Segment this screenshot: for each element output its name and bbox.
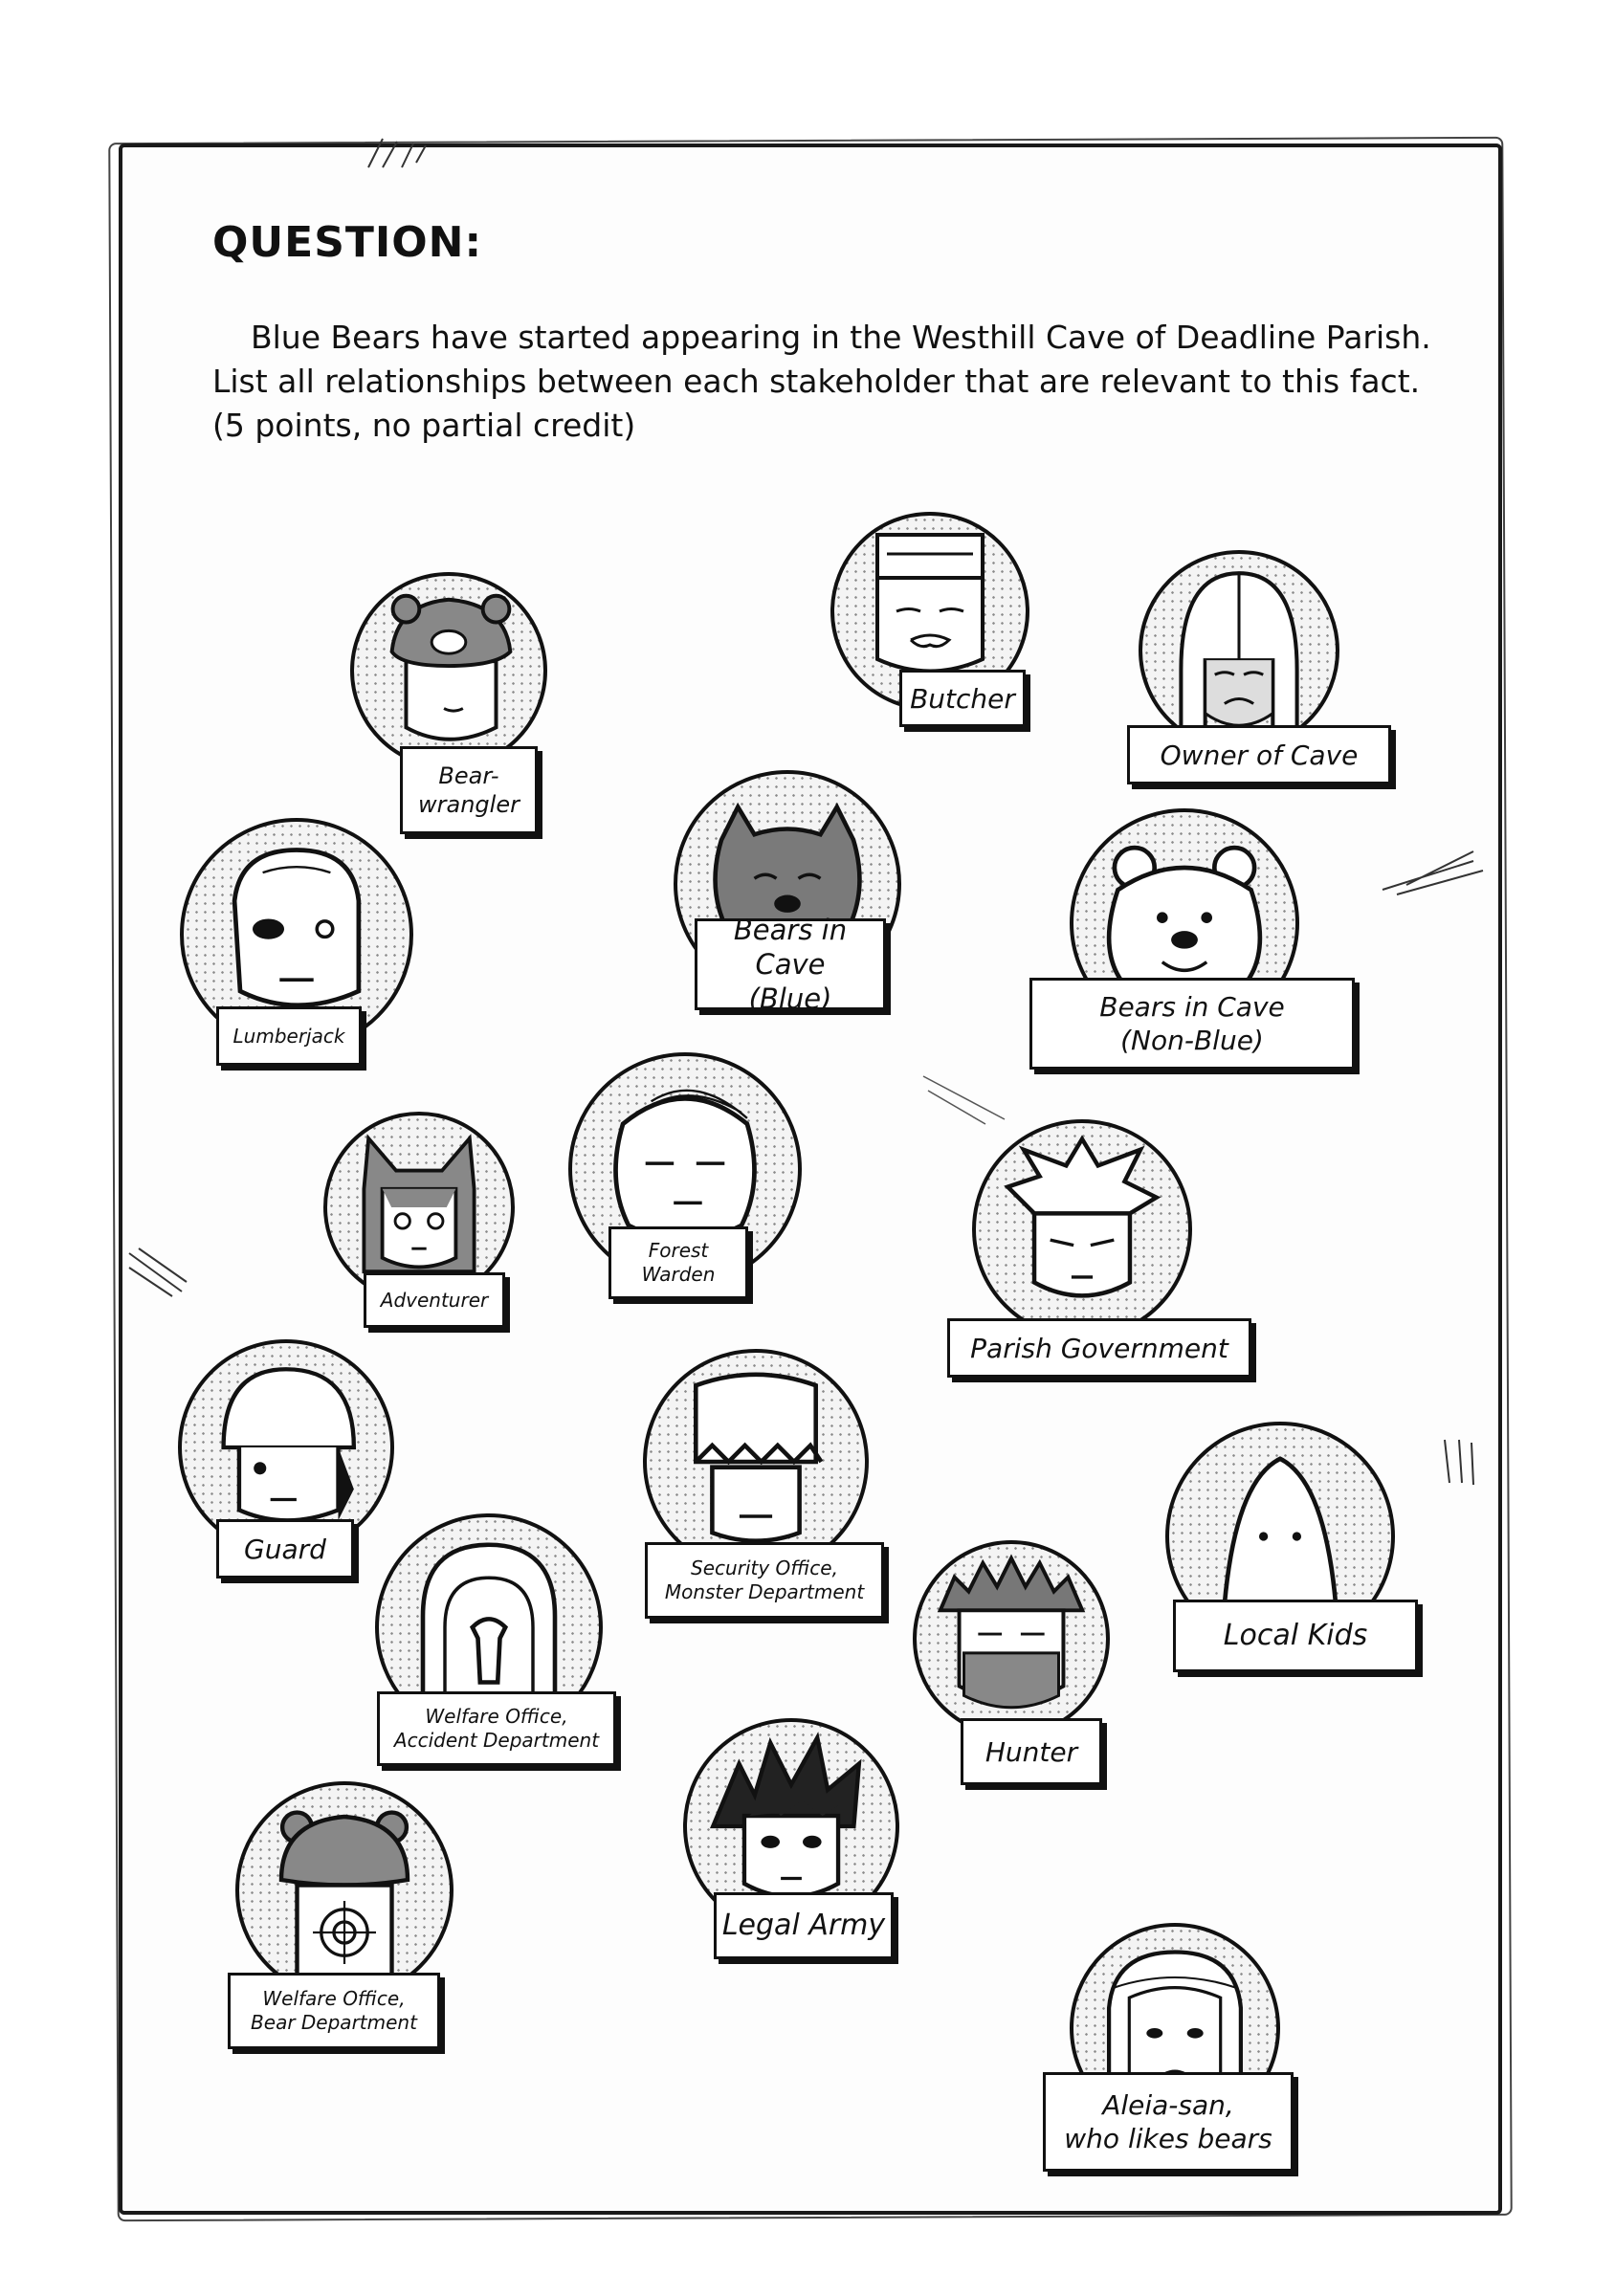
- stakeholder-label-lumberjack: Lumberjack: [216, 1006, 362, 1066]
- stakeholder-label-guard: Guard: [216, 1519, 354, 1578]
- stakeholder-label-parish-government: Parish Government: [947, 1318, 1251, 1378]
- scratch-mark: [1435, 1435, 1483, 1492]
- stakeholder-label-butcher: Butcher: [899, 670, 1026, 727]
- stakeholder-label-security-office: Security Office, Monster Department: [645, 1542, 884, 1619]
- owner-of-cave-portrait: [1139, 550, 1339, 751]
- stakeholder-label-bears-non-blue: Bears in Cave (Non-Blue): [1029, 978, 1355, 1070]
- stakeholder-label-welfare-bear: Welfare Office, Bear Department: [228, 1973, 440, 2049]
- scratch-mark: [364, 134, 440, 172]
- welfare-bear-portrait: [235, 1781, 454, 1999]
- stakeholder-label-forest-warden: Forest Warden: [608, 1226, 748, 1299]
- hunter-portrait: [913, 1540, 1110, 1737]
- target-mask-icon: [239, 1785, 450, 1996]
- scratch-mark: [124, 1244, 191, 1301]
- stakeholder-label-local-kids: Local Kids: [1173, 1600, 1418, 1672]
- stakeholder-label-legal-army: Legal Army: [714, 1892, 894, 1959]
- scratch-mark: [918, 1071, 1014, 1129]
- bucket-helmet-icon: [647, 1353, 865, 1571]
- stakeholder-label-adventurer: Adventurer: [364, 1272, 505, 1328]
- stakeholder-label-bears-blue: Bears in Cave (Blue): [695, 918, 886, 1010]
- spiky-hair-man-icon: [976, 1123, 1188, 1336]
- stakeholder-label-hunter: Hunter: [961, 1718, 1102, 1785]
- question-title: QUESTION:: [212, 218, 483, 267]
- scratch-mark: [1378, 842, 1493, 899]
- bear-hat-man-icon: [354, 576, 543, 765]
- security-office-portrait: [643, 1349, 869, 1575]
- helmet-old-man-icon: [1142, 554, 1336, 747]
- question-body: Blue Bears have started appearing in the Westhill Cave of Deadline Parish. List all relationships between each stakeholder that are relevant to this fact. (5 points, no partial credit): [212, 319, 1431, 444]
- parish-government-portrait: [972, 1119, 1192, 1339]
- stakeholder-label-bear-wrangler: Bear- wrangler: [400, 746, 538, 834]
- stakeholder-label-owner-of-cave: Owner of Cave: [1127, 725, 1391, 784]
- stakeholder-label-aleia-san: Aleia-san, who likes bears: [1043, 2072, 1294, 2172]
- bear-wrangler-portrait: [350, 572, 547, 769]
- stakeholder-label-welfare-accident: Welfare Office, Accident Department: [377, 1691, 616, 1766]
- masked-hunter-icon: [917, 1544, 1106, 1733]
